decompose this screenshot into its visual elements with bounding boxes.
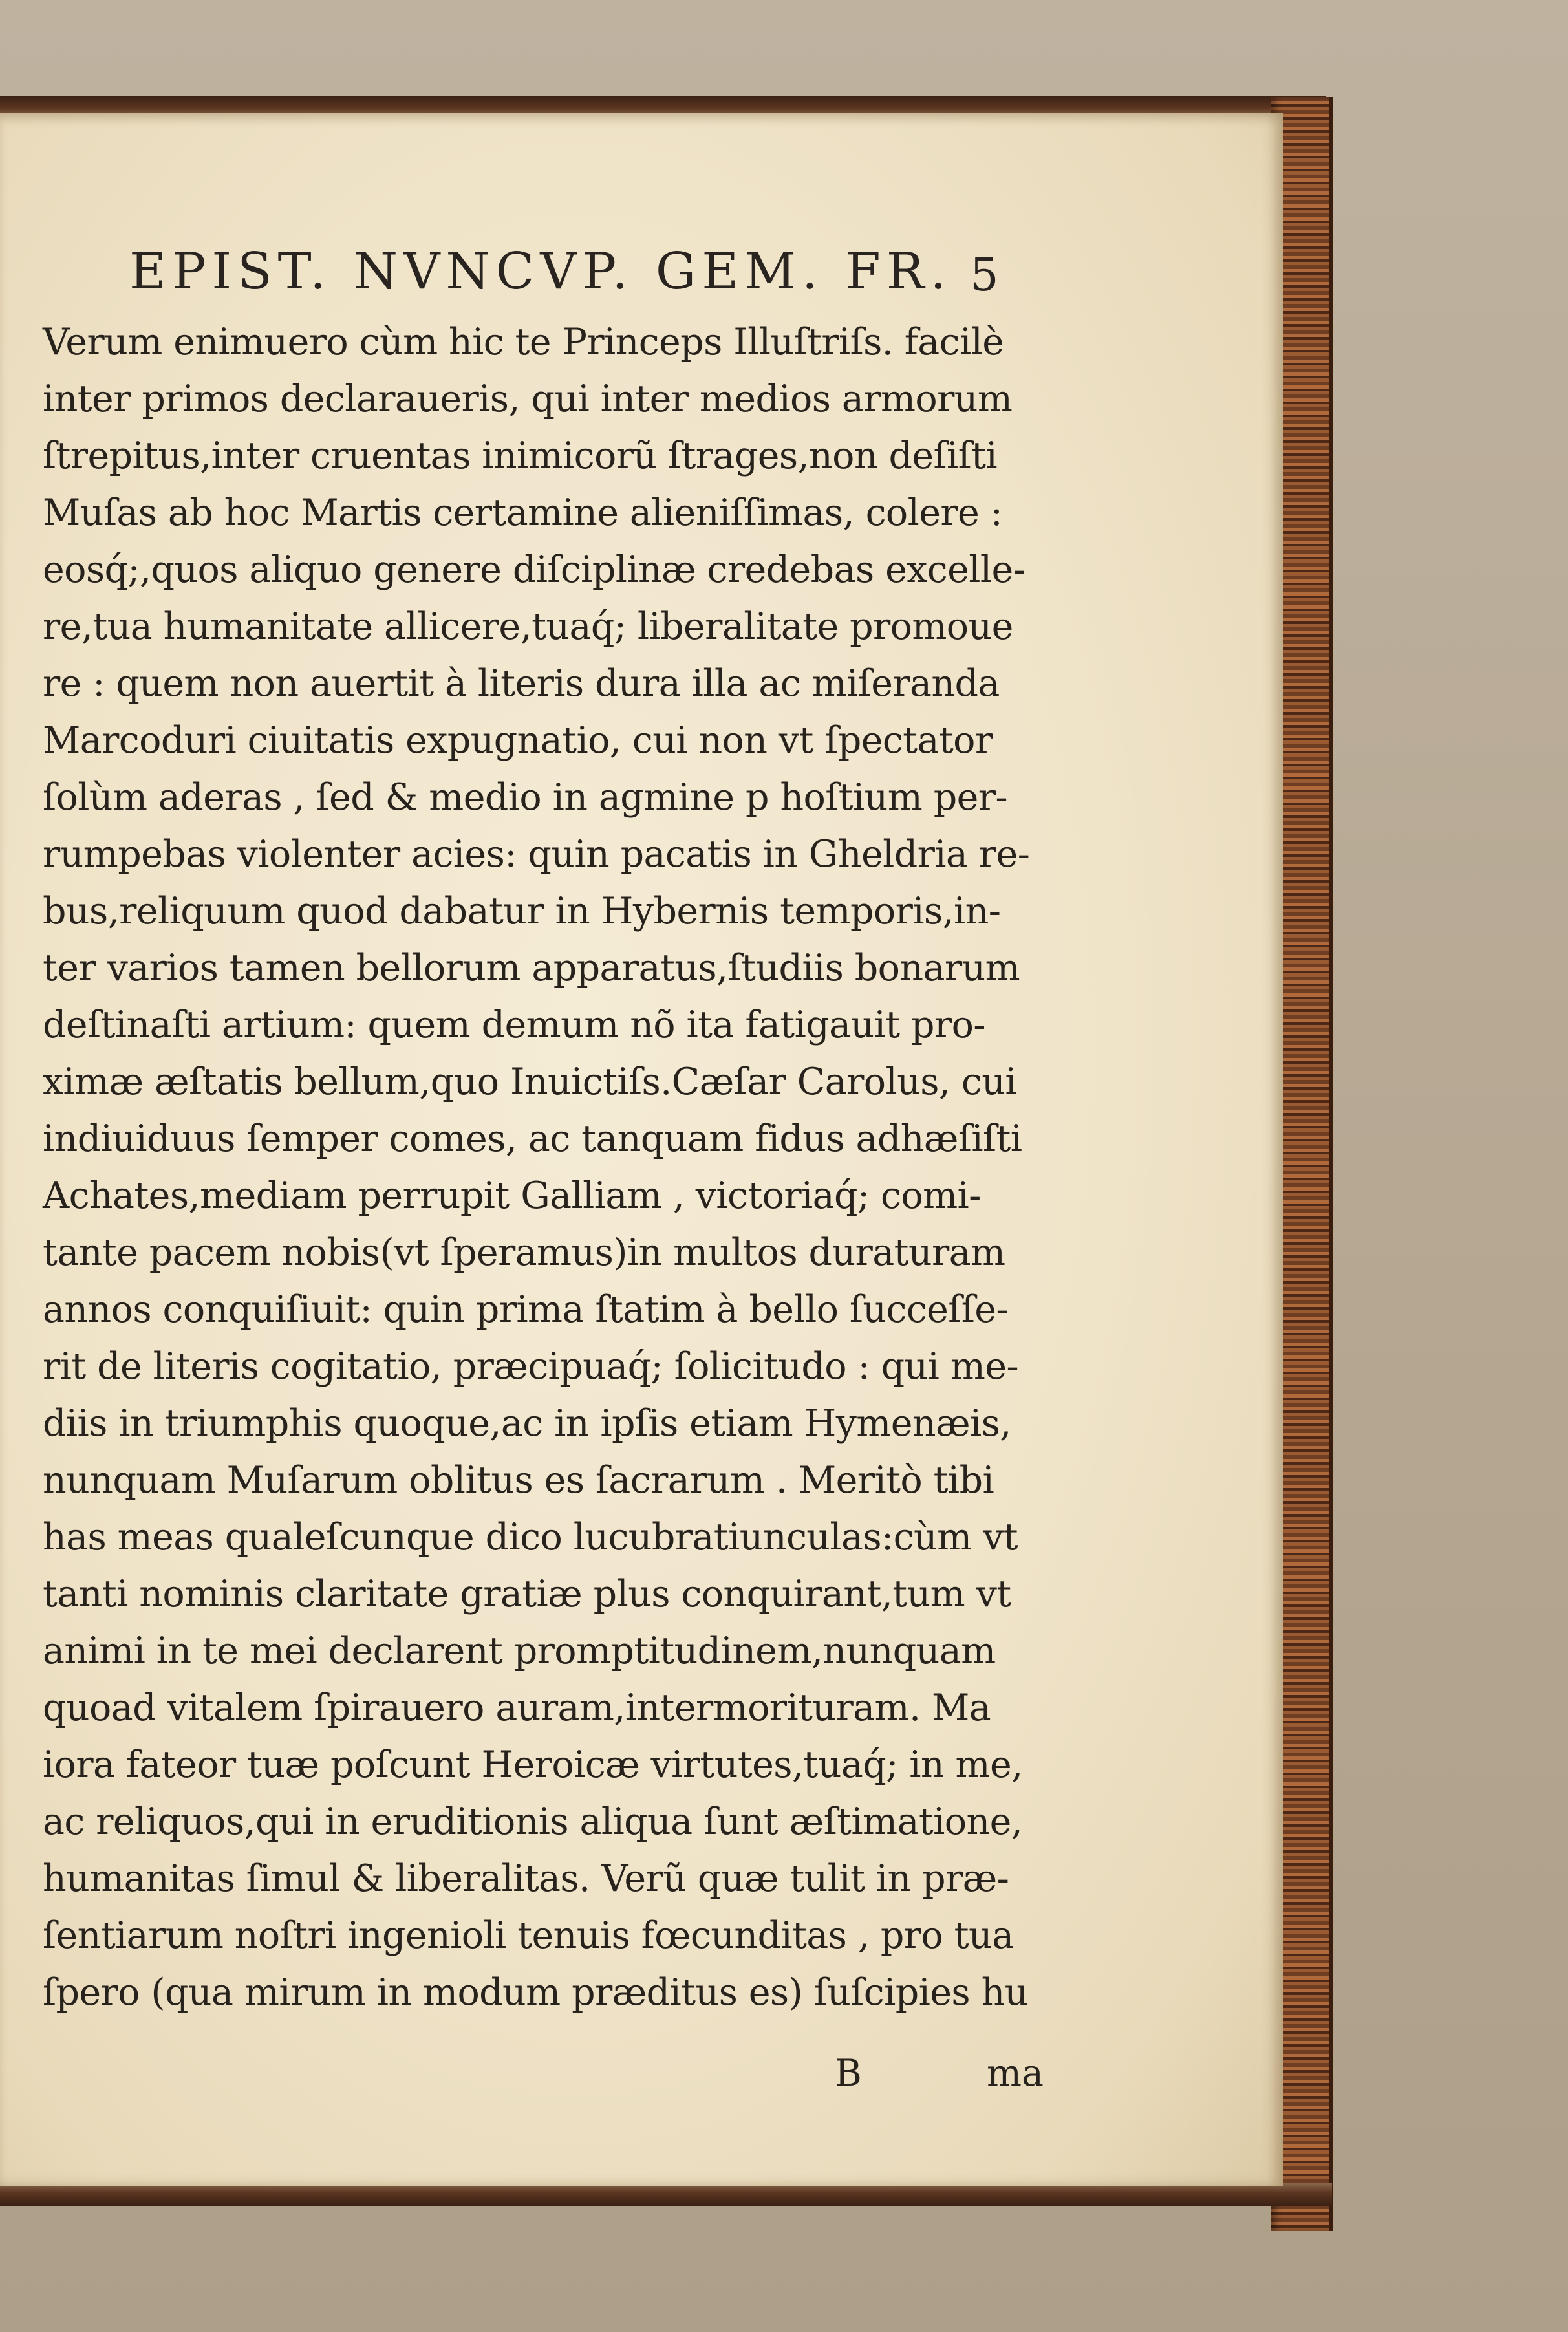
page-number: 5 [970, 248, 999, 301]
text-line: ſolùm aderas , ſed & medio in agmine p hoſtium per- [43, 776, 1008, 819]
running-head-title: EPIST. NVNCVP. GEM. FR. [129, 243, 952, 301]
text-line: annos conquiſiuit: quin prima ſtatim à bello ſucceſſe- [43, 1288, 1009, 1331]
text-line: ſtrepitus,inter cruentas inimicorũ ſtrages,non deſiſti [43, 435, 998, 477]
text-line: ter varios tamen bellorum apparatus,ſtudiis bonarum [43, 947, 1020, 989]
text-line: has meas qualeſcunque dico lucubratiunculas:cùm vt [43, 1516, 1018, 1559]
text-line: eosq́;,quos aliquo genere diſciplinæ credebas excelle- [43, 548, 1026, 591]
text-line: ximæ æſtatis bellum,quo Inuictiſs.Cæſar Carolus, cui [43, 1061, 1016, 1103]
text-line: quoad vitalem ſpirauero auram,intermorituram. Ma [43, 1687, 991, 1729]
text-line: tante pacem nobis(vt ſperamus)in multos duraturam [43, 1231, 1005, 1274]
text-line: Muſas ab hoc Martis certamine alieniſſimas, colere : [43, 491, 1003, 534]
text-line: ac reliquos,qui in eruditionis aliqua ſunt æſtimatione, [43, 1800, 1023, 1843]
book-page [0, 113, 1283, 2186]
text-line: diis in triumphis quoque,ac in ipſis etiam Hymenæis, [43, 1402, 1011, 1445]
text-line: Achates,mediam perrupit Galliam , victoriaq́; comi- [43, 1174, 981, 1217]
text-line: rumpebas violenter acies: quin pacatis in Gheldria re- [43, 833, 1030, 876]
text-line: tanti nominis claritate gratiæ plus conquirant,tum vt [43, 1573, 1011, 1615]
signature-mark: B [835, 2052, 862, 2095]
text-line: indiuiduus ſemper comes, ac tanquam fidus adhæſiſti [43, 1117, 1022, 1160]
text-line: humanitas ſimul & liberalitas. Verũ quæ tulit in præ- [43, 1857, 1009, 1900]
text-line: deſtinaſti artium: quem demum nõ ita fatigauit pro- [43, 1004, 985, 1046]
text-line: animi in te mei declarent promptitudinem,nunquam [43, 1630, 996, 1672]
text-line: Verum enimuero cùm hic te Princeps Illuſtriſs. facilè [43, 321, 1004, 363]
body-text [43, 314, 1077, 2021]
text-line: bus,reliquum quod dabatur in Hybernis temporis,in- [43, 890, 1001, 933]
text-line: re,tua humanitate allicere,tuaq́; liberalitate promoue [43, 605, 1013, 648]
text-line: nunquam Muſarum oblitus es ſacrarum . Meritò tibi [43, 1459, 994, 1502]
text-line: iora fateor tuæ poſcunt Heroicæ virtutes,tuaq́; in me, [43, 1744, 1023, 1786]
text-line: ſentiarum noſtri ingenioli tenuis fœcunditas , pro tua [43, 1914, 1014, 1957]
text-line: ſpero (qua mirum in modum præditus es) ſuſcipies hu [43, 1971, 1028, 2014]
page-footer [43, 2044, 1077, 2102]
text-line: rit de literis cogitatio, præcipuaq́; ſolicitudo : qui me- [43, 1345, 1019, 1388]
text-line: inter primos declaraueris, qui inter medios armorum [43, 378, 1013, 420]
running-head [39, 236, 1047, 307]
bottom-edge-shadow [0, 2183, 1332, 2206]
catchword: ma [987, 2052, 1044, 2095]
text-line: Marcoduri ciuitatis expugnatio, cui non vt ſpectator [43, 719, 993, 762]
text-line: re : quem non auertit à literis dura illa ac miſeranda [43, 662, 1000, 705]
